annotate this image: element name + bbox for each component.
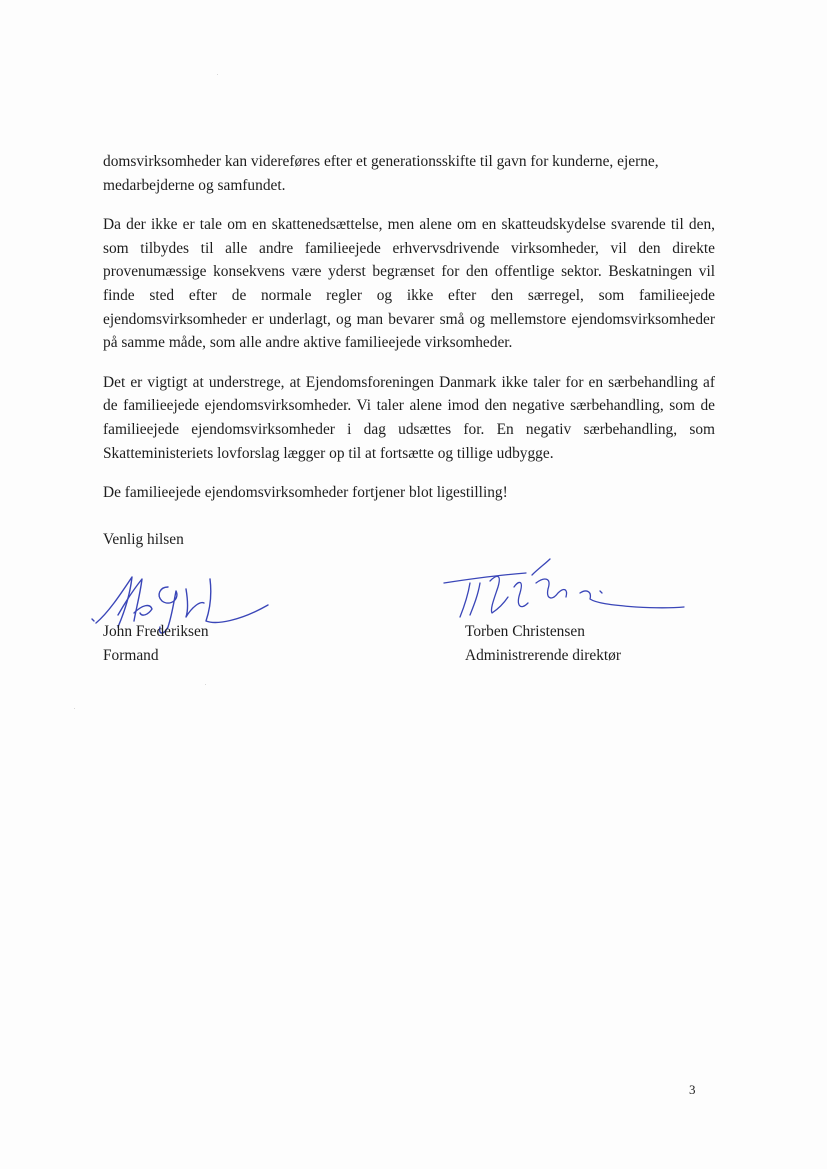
closing-salutation: Venlig hilsen xyxy=(103,531,184,548)
letter-body xyxy=(103,150,715,521)
signatory-name: John Frederiksen xyxy=(103,623,209,640)
paragraph-1: domsvirksomheder kan videreføres efter et generationsskifte til gavn for kunderne, ejerne, medarbejderne og samfundet. xyxy=(103,153,659,194)
signatory-right xyxy=(465,620,621,668)
scan-speck xyxy=(74,708,75,709)
scan-speck xyxy=(205,684,206,685)
signatory-title: Administrerende direktør xyxy=(465,647,621,664)
paragraph-4: De familieejede ejendomsvirksomheder fortjener blot ligestilling! xyxy=(103,484,508,502)
paragraph-3: Det er vigtigt at understrege, at Ejendomsforeningen Danmark ikke taler for en særbehandling af de familieejede ejendomsvirksomheder. Vi taler alene imod den negative særbehandling, som de familieejede ejendomsvirksomheder i dag udsættes for. En negativ særbehandling, som Skatteministeriets lovforslag lægger op til at fortsætte og tillige udbygge. xyxy=(103,373,715,462)
signatory-name: Torben Christensen xyxy=(465,623,585,640)
paragraph-2: Da der ikke er tale om en skattenedsættelse, men alene om en skatteudskydelse svarende til den, som tilbydes til alle andre familieejede erhvervsdrivende virksomheder, vil den direkte provenumæssige konsekvens være yderst begrænset for den offentlige sektor. Beskatningen vil finde sted efter de normale regler og ikke efter den særregel, som familieejede ejendomsvirksomheder er underlagt, og man bevarer små og mellemstore ejendomsvirksomheder på samme måde, som alle andre aktive familieejede virksomheder. xyxy=(103,216,715,352)
page-number: 3 xyxy=(689,1082,696,1097)
signature-torben-christensen xyxy=(440,553,690,623)
scan-speck xyxy=(217,74,218,75)
signatory-left xyxy=(103,620,209,668)
signatory-title: Formand xyxy=(103,647,159,664)
